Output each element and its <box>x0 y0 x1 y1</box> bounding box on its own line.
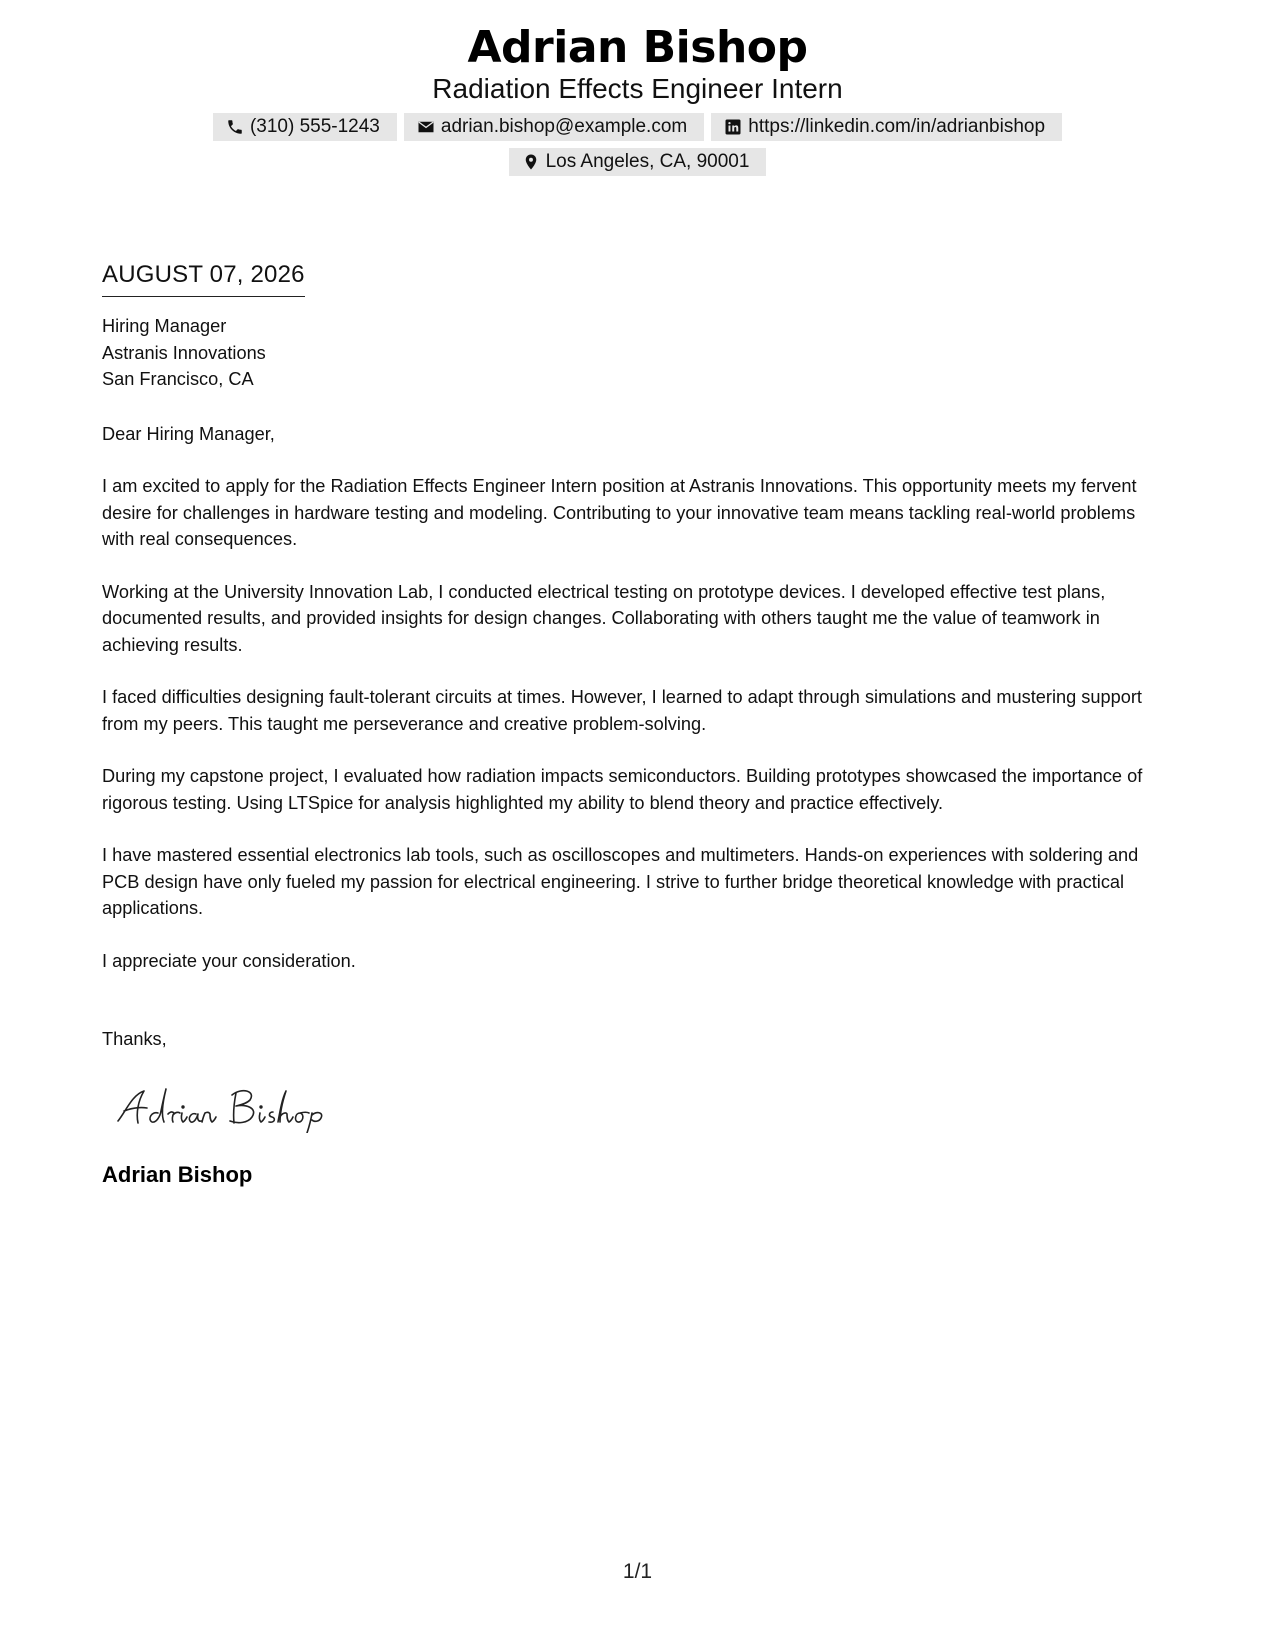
envelope-icon <box>417 118 435 136</box>
body-paragraph: I faced difficulties designing fault-tolerant circuits at times. However, I learned to adapt through simulations and mustering support from my peers. This taught me perseverance and creative problem-solving. <box>102 687 1142 734</box>
recipient-company: Astranis Innovations <box>102 342 266 363</box>
location-text: Los Angeles, CA, 90001 <box>545 151 750 172</box>
linkedin-icon <box>724 118 742 136</box>
closing-line: I appreciate your consideration. <box>102 950 356 971</box>
signature-image <box>114 1081 354 1133</box>
email-address: adrian.bishop@example.com <box>440 116 688 137</box>
sign-off: Thanks, <box>102 1029 167 1049</box>
letter-header <box>0 22 1275 176</box>
page-indicator: 1/1 <box>622 1560 653 1583</box>
letter-body <box>102 258 1172 1190</box>
body-paragraph: I am excited to apply for the Radiation Effects Engineer Intern position at Astranis Innovations. This opportunity meets my fervent desire for challenges in hardware testing and modeling. Contributing to your innovative team means tackling real-world problems with real consequences. <box>102 476 1137 549</box>
body-paragraph: I have mastered essential electronics lab tools, such as oscilloscopes and multimeters. Hands-on experiences with soldering and PCB design have only fueled my passion for electrical engineering. I strive to further bridge theoretical knowledge with practical applications. <box>102 845 1139 918</box>
applicant-title: Radiation Effects Engineer Intern <box>432 73 843 104</box>
signed-name: Adrian Bishop <box>102 1162 253 1187</box>
applicant-name: Adrian Bishop <box>467 22 808 73</box>
contact-phone[interactable] <box>213 113 397 141</box>
body-paragraph: During my capstone project, I evaluated how radiation impacts semiconductors. Building prototypes showcased the importance of rigorous testing. Using LTSpice for analysis highlighted my ability to blend theory and practice effectively. <box>102 766 1143 813</box>
phone-number: (310) 555-1243 <box>249 116 380 137</box>
letter-date: AUGUST 07, 2026 <box>102 258 305 297</box>
map-pin-icon <box>522 153 540 171</box>
salutation: Dear Hiring Manager, <box>102 423 275 444</box>
contact-linkedin[interactable] <box>711 113 1062 141</box>
recipient-location: San Francisco, CA <box>102 369 254 389</box>
linkedin-url: https://linkedin.com/in/adrianbishop <box>748 116 1046 137</box>
recipient-title: Hiring Manager <box>102 316 227 336</box>
body-paragraph: Working at the University Innovation Lab, I conducted electrical testing on prototype devices. I developed effective test plans, documented results, and provided insights for design changes. Collaborating with others taught me the value of teamwork in achieving results. <box>102 581 1106 655</box>
contact-location <box>509 148 767 176</box>
phone-icon <box>226 118 244 136</box>
contact-email[interactable] <box>404 113 704 141</box>
recipient-block <box>102 313 1172 393</box>
contact-bar <box>138 113 1138 176</box>
